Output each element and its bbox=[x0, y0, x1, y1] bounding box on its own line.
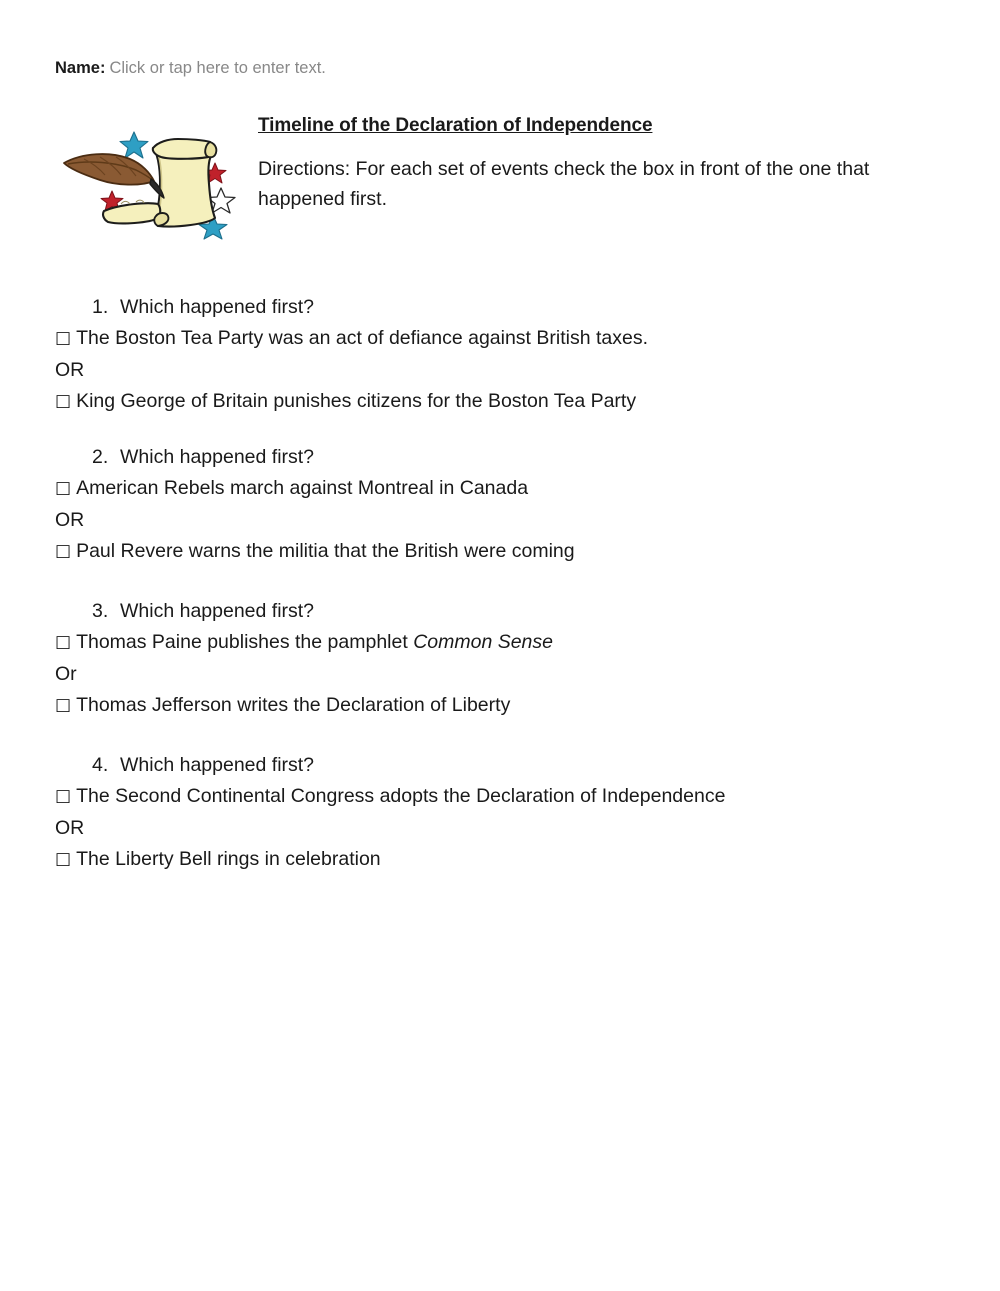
header-text bbox=[258, 112, 958, 214]
question-3-option-b-label: Thomas Jefferson writes the Declaration of Liberty bbox=[76, 694, 511, 716]
quill-pen bbox=[64, 154, 164, 198]
question-2-option-a[interactable] bbox=[55, 473, 965, 505]
checkbox-icon[interactable]: □ bbox=[55, 328, 72, 348]
name-label: Name: bbox=[55, 59, 106, 77]
question-2-option-b[interactable] bbox=[55, 536, 965, 568]
question-3-separator: Or bbox=[55, 663, 77, 685]
question-2-option-a-label: American Rebels march against Montreal in Canada bbox=[76, 477, 529, 499]
question-3-heading bbox=[55, 596, 965, 627]
question-4-option-b[interactable] bbox=[55, 844, 965, 876]
star-blue-upper-left bbox=[120, 132, 148, 158]
question-3-option-a-label: Thomas Paine publishes the pamphlet bbox=[76, 631, 414, 653]
question-2-prompt: Which happened first? bbox=[120, 446, 315, 468]
question-group-2 bbox=[55, 442, 965, 568]
question-group-4 bbox=[55, 750, 965, 876]
question-3-option-a[interactable] bbox=[55, 627, 965, 659]
checkbox-icon[interactable]: □ bbox=[55, 541, 72, 561]
question-4-option-a-label: The Second Continental Congress adopts the Declaration of Independence bbox=[76, 785, 726, 807]
question-1-option-b-label: King George of Britain punishes citizens for the Boston Tea Party bbox=[76, 390, 637, 412]
checkbox-icon[interactable]: □ bbox=[55, 849, 72, 869]
question-3-number: 3. bbox=[92, 600, 109, 622]
question-1-number: 1. bbox=[92, 296, 109, 318]
question-4-separator: OR bbox=[55, 817, 85, 839]
question-1-prompt: Which happened first? bbox=[120, 296, 315, 318]
checkbox-icon[interactable]: □ bbox=[55, 786, 72, 806]
question-1-option-b[interactable] bbox=[55, 386, 965, 418]
question-2-option-b-label: Paul Revere warns the militia that the British were coming bbox=[76, 540, 575, 562]
question-4-heading bbox=[55, 750, 965, 781]
question-4-option-a[interactable] bbox=[55, 781, 965, 813]
question-4-prompt: Which happened first? bbox=[120, 754, 315, 776]
question-1-separator: OR bbox=[55, 359, 85, 381]
name-input-placeholder[interactable]: Click or tap here to enter text. bbox=[109, 59, 326, 77]
scroll-with-quill-and-stars-icon bbox=[58, 118, 253, 243]
question-3-option-a-title: Common Sense bbox=[413, 631, 554, 653]
question-4-number: 4. bbox=[92, 754, 109, 776]
questions-list bbox=[55, 292, 965, 900]
checkbox-icon[interactable]: □ bbox=[55, 391, 72, 411]
question-1-heading bbox=[55, 292, 965, 323]
question-2-heading bbox=[55, 442, 965, 473]
question-group-1 bbox=[55, 292, 965, 418]
question-2-separator: OR bbox=[55, 509, 85, 531]
question-group-3 bbox=[55, 596, 965, 722]
checkbox-icon[interactable]: □ bbox=[55, 695, 72, 715]
name-row bbox=[55, 57, 326, 79]
question-1-option-a-label: The Boston Tea Party was an act of defiance against British taxes. bbox=[76, 327, 649, 349]
directions-text: Directions: For each set of events check the box in front of the one that happened first. bbox=[258, 158, 870, 210]
question-4-option-b-label: The Liberty Bell rings in celebration bbox=[76, 848, 381, 870]
question-1-option-a[interactable] bbox=[55, 323, 965, 355]
question-3-option-b[interactable] bbox=[55, 690, 965, 722]
checkbox-icon[interactable]: □ bbox=[55, 632, 72, 652]
question-2-number: 2. bbox=[92, 446, 109, 468]
question-3-prompt: Which happened first? bbox=[120, 600, 315, 622]
page-title: Timeline of the Declaration of Independence bbox=[258, 115, 653, 136]
checkbox-icon[interactable]: □ bbox=[55, 478, 72, 498]
